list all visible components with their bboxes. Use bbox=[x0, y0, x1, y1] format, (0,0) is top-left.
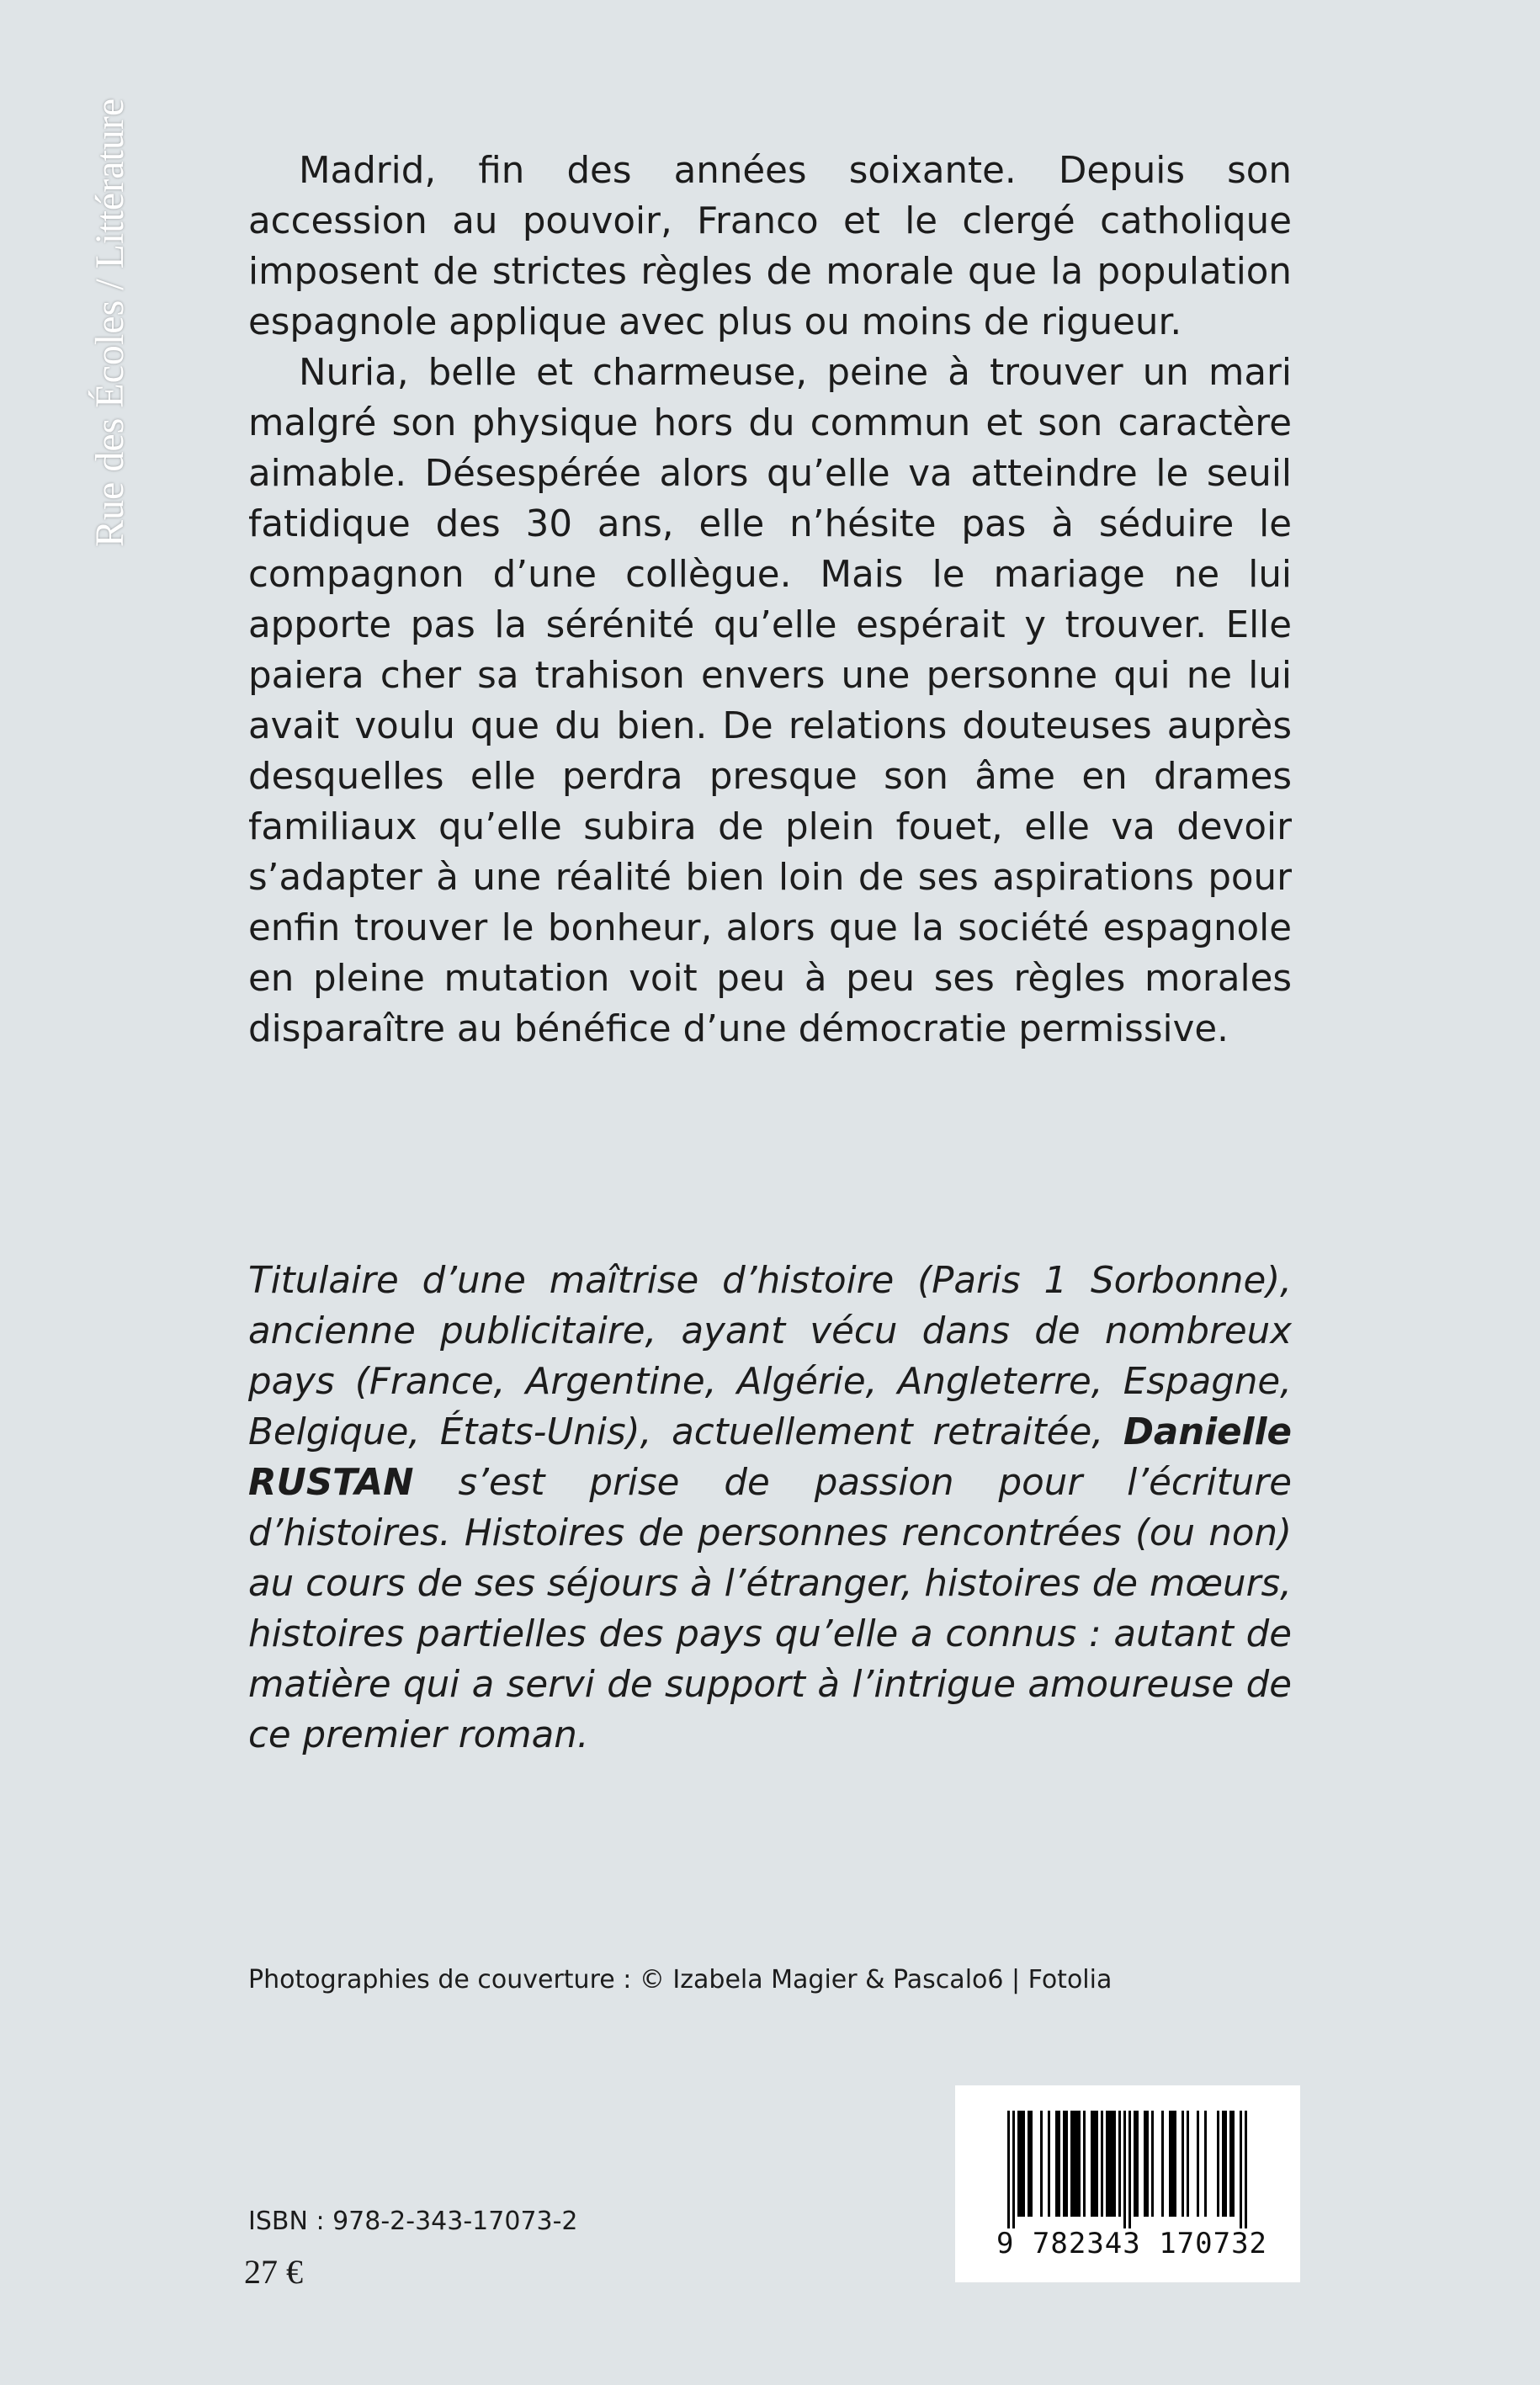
barcode-bar bbox=[1123, 2111, 1126, 2228]
barcode-bar bbox=[1070, 2111, 1073, 2217]
synopsis-paragraph: Nuria, belle et charmeuse, peine à trouver un mari malgré son physique hors du commun et son caractère aimable. Désespérée alors qu’elle va atteindre le seuil fatidique des 30 ans, elle n’hésite pas à séduire le compagnon d’une collègue. Mais le mariage ne lui apporte pas la sérénité qu’elle espérait y trouver. Elle paiera cher sa trahison envers une personne qui ne lui avait voulu que du bien. De relations douteuses auprès desquelles elle perdra presque son âme en drames familiaux qu’elle subira de plein fouet, elle va devoir s’adapter à une réalité bien loin de ses aspirations pour enfin trouver le bonheur, alors que la société espagnole en pleine mutation voit peu à peu ses règles morales disparaître au bénéfice d’une démocratie permissive. bbox=[248, 352, 1292, 1050]
barcode-bar bbox=[1169, 2111, 1171, 2217]
barcode-bar bbox=[1017, 2111, 1020, 2217]
photo-credits: Photographies de couverture : © Izabela Magier & Pascalo6 | Fotolia bbox=[248, 1965, 1113, 1995]
barcode-bar bbox=[1222, 2111, 1224, 2217]
synopsis bbox=[248, 146, 1292, 1054]
barcode-bar bbox=[1101, 2111, 1103, 2217]
barcode-bar bbox=[1108, 2111, 1111, 2217]
barcode-bar bbox=[1063, 2111, 1065, 2217]
barcode-bar bbox=[1048, 2111, 1050, 2217]
synopsis-paragraph: Madrid, fin des années soixante. Depuis son accession au pouvoir, Franco et le clergé catholique imposent de strictes règles de morale que la population espagnole applique avec plus ou moins de rigueur. bbox=[248, 150, 1292, 343]
barcode-bar bbox=[1073, 2111, 1075, 2217]
barcode-bar bbox=[1012, 2111, 1015, 2228]
barcode-bar bbox=[1174, 2111, 1176, 2217]
barcode-bars bbox=[1007, 2111, 1248, 2228]
barcode-bar bbox=[1151, 2111, 1154, 2217]
barcode-bar bbox=[1182, 2111, 1184, 2217]
barcode-bar bbox=[1093, 2111, 1096, 2217]
barcode-bar bbox=[1020, 2111, 1022, 2217]
barcode-bar bbox=[1118, 2111, 1121, 2217]
barcode-bar bbox=[1022, 2111, 1025, 2217]
barcode-bar bbox=[1111, 2111, 1113, 2217]
barcode-bar bbox=[1113, 2111, 1116, 2217]
barcode-bar bbox=[1055, 2111, 1058, 2217]
barcode-bar bbox=[1136, 2111, 1139, 2217]
barcode-bar bbox=[1197, 2111, 1199, 2217]
barcode-bar bbox=[1144, 2111, 1146, 2217]
barcode-bar bbox=[1171, 2111, 1174, 2217]
author-bio-text: Titulaire d’une maîtrise d’histoire (Paris 1 Sorbonne), ancienne publicitaire, ayant vécu dans de nombreux pays (France, Argentine, Algérie, Angleterre, Espagne, Belgique, États-Unis), actuellement retraitée, bbox=[248, 1260, 1292, 1453]
price: 27 € bbox=[244, 2253, 303, 2291]
barcode-bar bbox=[1028, 2111, 1030, 2217]
barcode-bar bbox=[1146, 2111, 1149, 2217]
barcode-bar bbox=[1065, 2111, 1068, 2217]
barcode-bar bbox=[1187, 2111, 1189, 2217]
barcode-bar bbox=[1040, 2111, 1043, 2217]
barcode-bar bbox=[1240, 2111, 1242, 2228]
barcode-bar bbox=[1217, 2111, 1219, 2217]
barcode bbox=[955, 2085, 1300, 2282]
barcode-bar bbox=[1134, 2111, 1136, 2217]
barcode-bar bbox=[1128, 2111, 1131, 2228]
barcode-bar bbox=[1106, 2111, 1108, 2217]
barcode-bar bbox=[1229, 2111, 1232, 2217]
barcode-bar bbox=[1096, 2111, 1098, 2217]
author-name: Danielle RUSTAN bbox=[248, 1411, 1292, 1504]
barcode-bar bbox=[1224, 2111, 1227, 2217]
barcode-bar bbox=[1161, 2111, 1164, 2217]
barcode-bar bbox=[1007, 2111, 1010, 2228]
barcode-bar bbox=[1204, 2111, 1207, 2217]
barcode-bar bbox=[1083, 2111, 1086, 2217]
barcode-bar bbox=[1091, 2111, 1093, 2217]
barcode-bar bbox=[1078, 2111, 1081, 2217]
barcode-bar bbox=[1245, 2111, 1247, 2228]
barcode-bar bbox=[1075, 2111, 1078, 2217]
isbn: ISBN : 978-2-343-17073-2 bbox=[248, 2207, 578, 2236]
barcode-bar bbox=[1030, 2111, 1033, 2217]
author-bio-text: s’est prise de passion pour l’écriture d’histoires. Histoires de personnes rencontrées (ou non) au cours de ses séjours à l’étranger, histoires de mœurs, histoires partielles des pays qu’elle a connus : autant de matière qui a servi de support à l’intrigue amoureuse de ce premier roman. bbox=[248, 1462, 1292, 1756]
barcode-bar bbox=[1058, 2111, 1060, 2217]
barcode-digits: 9 782343 170732 bbox=[996, 2227, 1268, 2260]
collection-label: Rue des Écoles / Littérature bbox=[88, 98, 132, 547]
barcode-bar bbox=[1232, 2111, 1235, 2217]
author-bio bbox=[248, 1256, 1292, 1761]
